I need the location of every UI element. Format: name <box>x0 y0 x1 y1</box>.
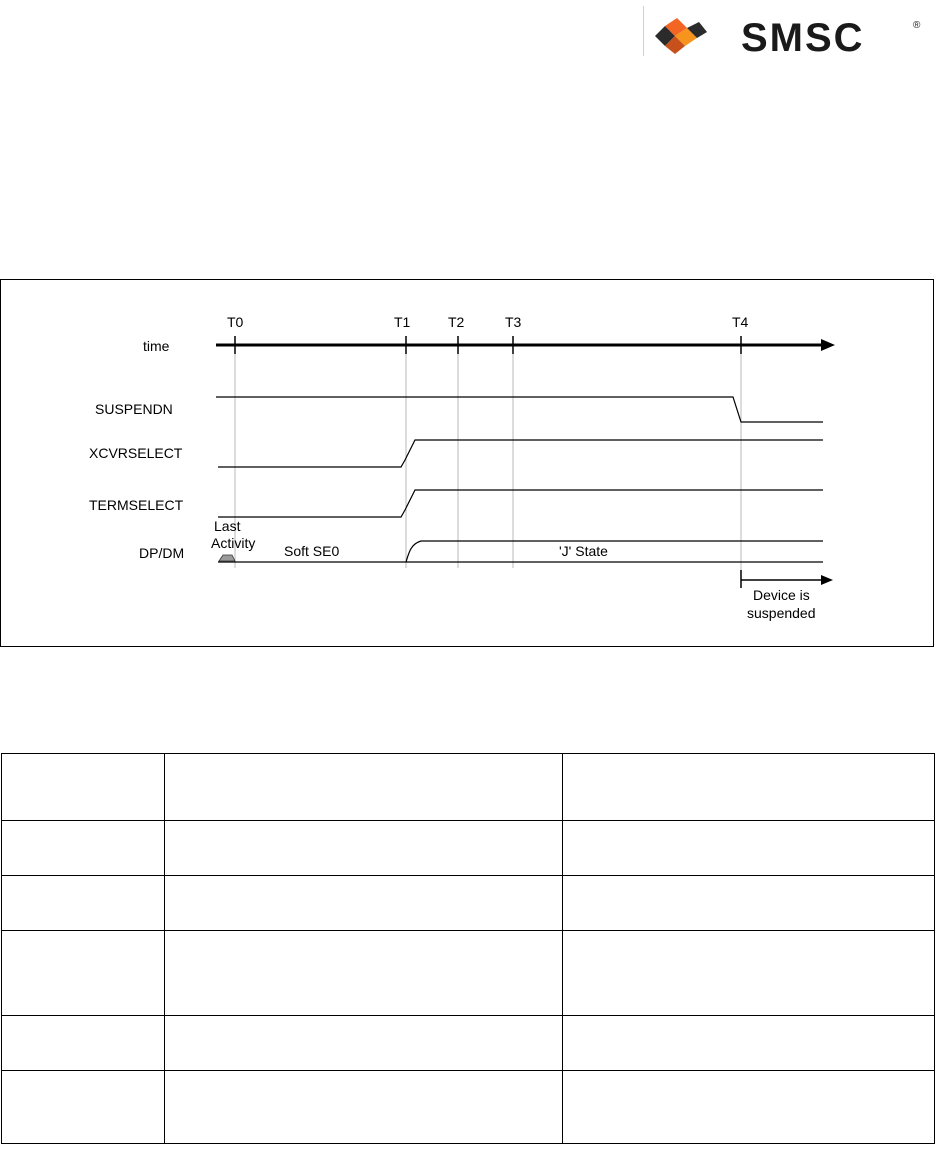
timing-diagram-frame <box>0 279 934 647</box>
table-row <box>2 1016 935 1071</box>
marker-t3: T3 <box>505 314 522 330</box>
table-cell <box>165 1016 563 1071</box>
table-cell <box>563 821 935 876</box>
annotation-device-is: Device is <box>753 587 810 603</box>
timing-diagram <box>1 280 935 648</box>
table-cell <box>563 754 935 821</box>
annotation-suspended: suspended <box>747 605 816 621</box>
table-row <box>2 821 935 876</box>
table-cell <box>563 876 935 931</box>
table-cell <box>2 1071 165 1144</box>
table-cell <box>2 876 165 931</box>
marker-t4: T4 <box>732 314 749 330</box>
table-cell <box>563 931 935 1016</box>
table-cell <box>165 876 563 931</box>
table-row <box>2 754 935 821</box>
table-cell <box>2 1016 165 1071</box>
annotation-j-state: 'J' State <box>559 543 608 559</box>
table-cell <box>165 821 563 876</box>
table-cell <box>165 1071 563 1144</box>
marker-t1: T1 <box>394 314 411 330</box>
label-dpdm: DP/DM <box>139 545 185 561</box>
annotation-soft-se0: Soft SE0 <box>284 543 340 559</box>
table-cell <box>2 754 165 821</box>
label-suspendn: SUSPENDN <box>95 401 173 417</box>
smsc-logo-mark-icon <box>655 18 707 54</box>
table-cell <box>2 931 165 1016</box>
table-row <box>2 1071 935 1144</box>
table-row <box>2 931 935 1016</box>
smsc-wordmark: SMSC <box>741 16 865 58</box>
table-cell <box>563 1071 935 1144</box>
table-row <box>2 876 935 931</box>
label-termselect: TERMSELECT <box>89 497 184 513</box>
label-time: time <box>143 338 170 354</box>
smsc-logo <box>643 14 928 58</box>
annotation-last: Last <box>214 518 241 534</box>
registered-mark: ® <box>913 20 921 31</box>
label-xcvrselect: XCVRSELECT <box>89 445 183 461</box>
timing-table <box>1 753 935 1144</box>
table-cell <box>563 1016 935 1071</box>
table-cell <box>165 754 563 821</box>
table-cell <box>2 821 165 876</box>
marker-t0: T0 <box>227 314 244 330</box>
marker-t2: T2 <box>448 314 465 330</box>
table-cell <box>165 931 563 1016</box>
annotation-activity: Activity <box>211 535 256 551</box>
